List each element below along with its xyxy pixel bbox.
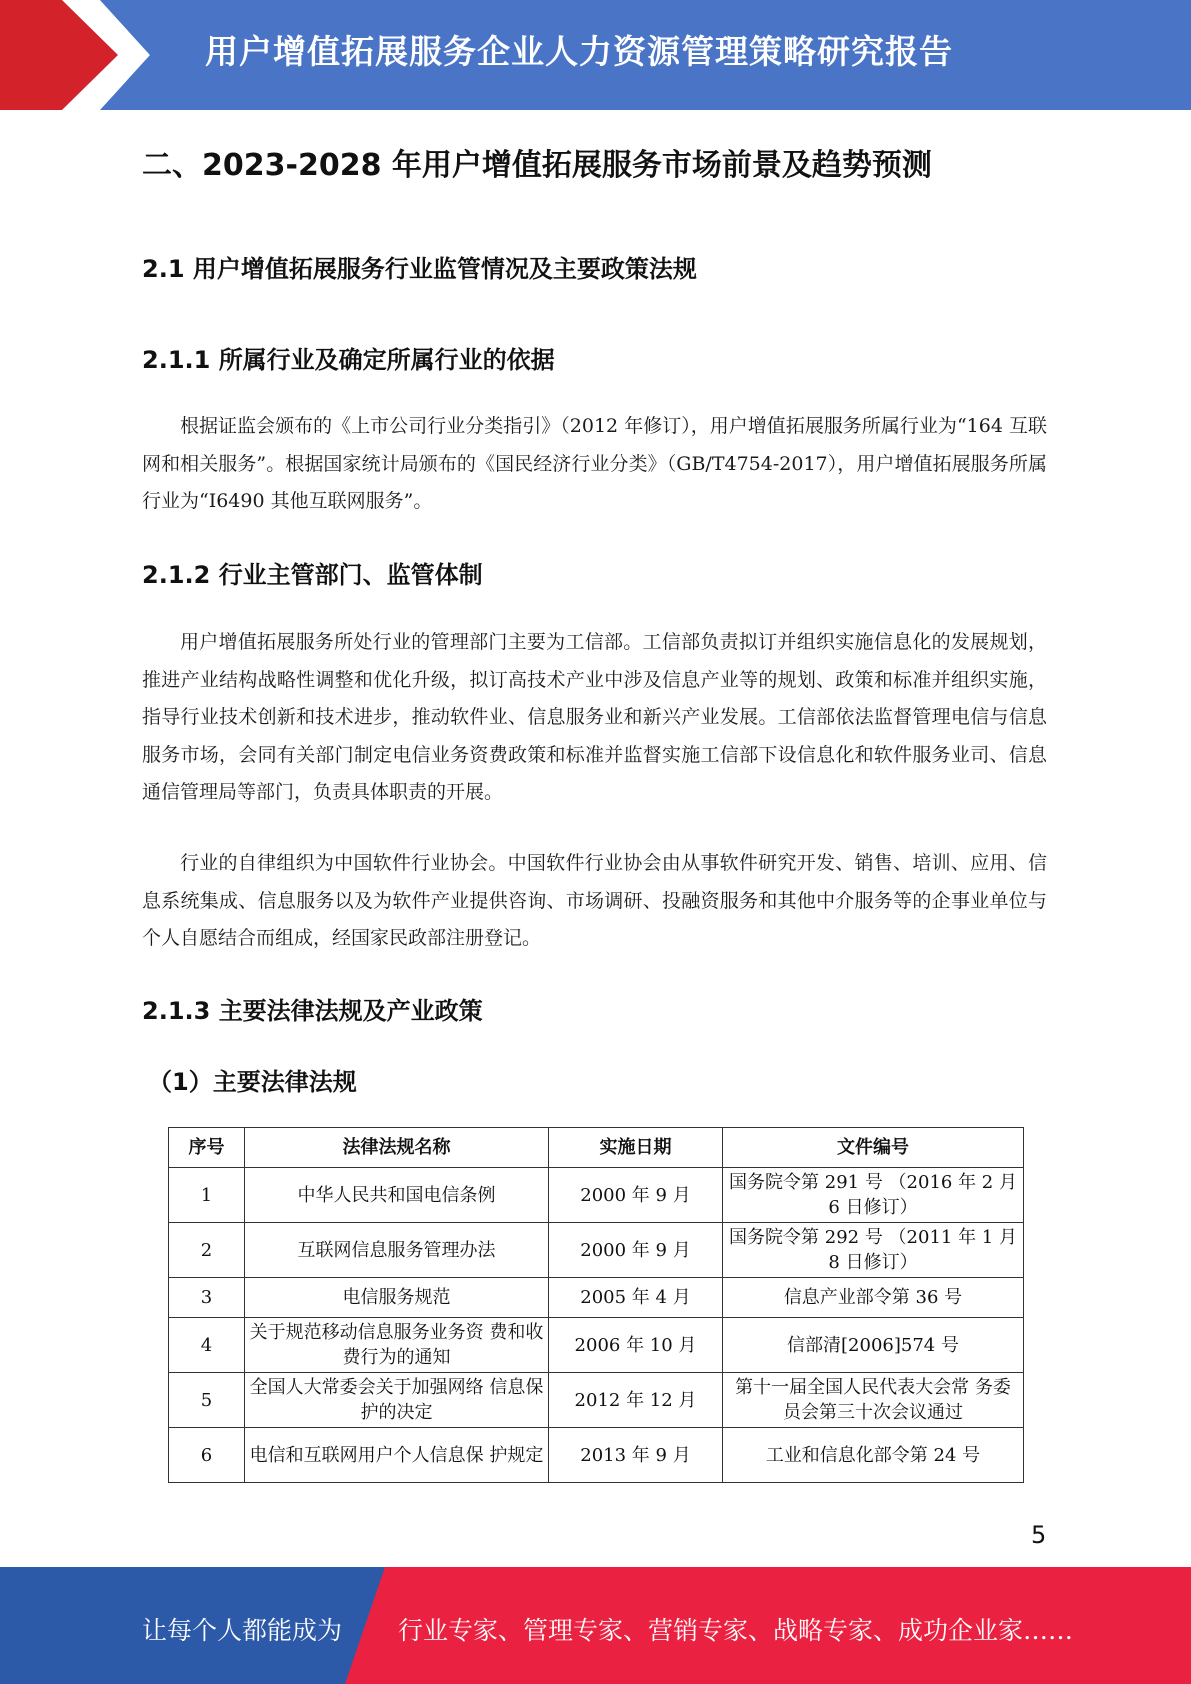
- table-row: [169, 1318, 1024, 1373]
- table-row: [169, 1278, 1024, 1318]
- laws-table: [168, 1127, 1024, 1483]
- law-name: 全国人大常委会关于加强网络 信息保护的决定: [245, 1373, 549, 1428]
- row-index: 5: [169, 1373, 245, 1428]
- header-law-name: 法律法规名称: [245, 1128, 549, 1168]
- subsection-2-1-3-title: 2.1.3 主要法律法规及产业政策: [142, 997, 483, 1025]
- effective-date: 2013 年 9 月: [549, 1428, 723, 1483]
- table-header-row: [169, 1128, 1024, 1168]
- industry-classification-paragraph: 根据证监会颁布的《上市公司行业分类指引》（2012 年修订），用户增值拓展服务所属行业为“164 互联网和相关服务”。根据国家统计局颁布的《国民经济行业分类》（GB/T4754-2017），用户增值拓展服务所属行业为“I6490 其他互联网服务”。: [142, 415, 1047, 512]
- self-regulation-paragraph: 行业的自律组织为中国软件行业协会。中国软件行业协会由从事软件研究开发、销售、培训、应用、信息系统集成、信息服务以及为软件产业提供咨询、市场调研、投融资服务和其他中介服务等的企事业单位与个人自愿结合而组成，经国家民政部注册登记。: [142, 852, 1047, 949]
- law-name: 电信服务规范: [245, 1278, 549, 1318]
- table-row: [169, 1428, 1024, 1483]
- table-row: [169, 1373, 1024, 1428]
- table-row: [169, 1223, 1024, 1278]
- document-number: 国务院令第 291 号 （2016 年 2 月 6 日修订）: [723, 1168, 1024, 1223]
- header-document-number: 文件编号: [723, 1128, 1024, 1168]
- row-index: 1: [169, 1168, 245, 1223]
- laws-subtitle: （1）主要法律法规: [148, 1068, 357, 1096]
- effective-date: 2006 年 10 月: [549, 1318, 723, 1373]
- law-name: 中华人民共和国电信条例: [245, 1168, 549, 1223]
- document-number: 第十一届全国人民代表大会常 务委员会第三十次会议通过: [723, 1373, 1024, 1428]
- row-index: 3: [169, 1278, 245, 1318]
- header-effective-date: 实施日期: [549, 1128, 723, 1168]
- effective-date: 2005 年 4 月: [549, 1278, 723, 1318]
- effective-date: 2000 年 9 月: [549, 1168, 723, 1223]
- footer-slogan-left: 让每个人都能成为: [142, 1616, 343, 1645]
- footer-banner: [0, 1567, 1191, 1684]
- law-name: 电信和互联网用户个人信息保 护规定: [245, 1428, 549, 1483]
- law-name: 关于规范移动信息服务业务资 费和收费行为的通知: [245, 1318, 549, 1373]
- subsection-2-1-1-title: 2.1.1 所属行业及确定所属行业的依据: [142, 346, 555, 374]
- footer-slogan-right: 行业专家、管理专家、营销专家、战略专家、成功企业家……: [398, 1616, 1074, 1645]
- section-title: 二、2023-2028 年用户增值拓展服务市场前景及趋势预测: [142, 148, 932, 183]
- page-number: 5: [1031, 1521, 1047, 1549]
- row-index: 2: [169, 1223, 245, 1278]
- document-number: 国务院令第 292 号 （2011 年 1 月 8 日修订）: [723, 1223, 1024, 1278]
- header-banner: [0, 0, 1191, 110]
- header-index: 序号: [169, 1128, 245, 1168]
- effective-date: 2000 年 9 月: [549, 1223, 723, 1278]
- effective-date: 2012 年 12 月: [549, 1373, 723, 1428]
- regulator-paragraph: 用户增值拓展服务所处行业的管理部门主要为工信部。工信部负责拟订并组织实施信息化的发展规划，推进产业结构战略性调整和优化升级，拟订高技术产业中涉及信息产业等的规划、政策和标准并组织实施，指导行业技术创新和技术进步，推动软件业、信息服务业和新兴产业发展。工信部依法监督管理电信与信息服务市场，会同有关部门制定电信业务资费政策和标准并监督实施工信部下设信息化和软件服务业司、信息通信管理局等部门，负责具体职责的开展。: [142, 631, 1047, 803]
- table-row: [169, 1168, 1024, 1223]
- row-index: 4: [169, 1318, 245, 1373]
- document-number: 工业和信息化部令第 24 号: [723, 1428, 1024, 1483]
- document-number: 信息产业部令第 36 号: [723, 1278, 1024, 1318]
- document-number: 信部清[2006]574 号: [723, 1318, 1024, 1373]
- report-title: 用户增值拓展服务企业人力资源管理策略研究报告: [205, 32, 953, 71]
- row-index: 6: [169, 1428, 245, 1483]
- table-page-cut: [160, 1486, 1040, 1506]
- law-name: 互联网信息服务管理办法: [245, 1223, 549, 1278]
- subsection-2-1-title: 2.1 用户增值拓展服务行业监管情况及主要政策法规: [142, 255, 697, 283]
- subsection-2-1-2-title: 2.1.2 行业主管部门、监管体制: [142, 561, 483, 589]
